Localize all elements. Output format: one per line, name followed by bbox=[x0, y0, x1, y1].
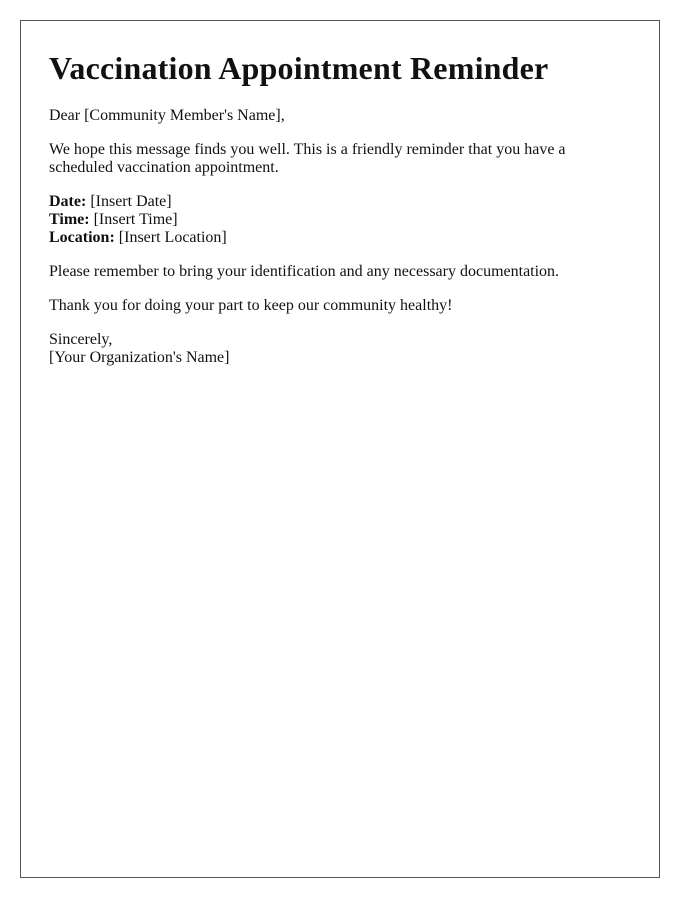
detail-date-label: Date: bbox=[49, 193, 87, 211]
letter-greeting: Dear [Community Member's Name], bbox=[49, 107, 285, 125]
detail-date bbox=[49, 193, 631, 211]
detail-time bbox=[49, 211, 631, 229]
letter-signoff: Sincerely, bbox=[49, 331, 113, 349]
detail-location-label: Location: bbox=[49, 229, 115, 247]
detail-time-value: [Insert Time] bbox=[89, 211, 178, 229]
detail-time-label: Time: bbox=[49, 211, 90, 229]
detail-date-value: [Insert Date] bbox=[86, 193, 172, 211]
appointment-details bbox=[49, 193, 631, 247]
detail-location-value: [Insert Location] bbox=[114, 229, 227, 247]
letter-intro: We hope this message finds you well. This is a friendly reminder that you have a scheduled vaccination appointment. bbox=[49, 141, 566, 177]
detail-location bbox=[49, 229, 631, 247]
letter-page bbox=[20, 20, 660, 878]
letter-signature: [Your Organization's Name] bbox=[49, 349, 230, 367]
letter-title: Vaccination Appointment Reminder bbox=[49, 50, 549, 86]
letter-closing bbox=[49, 331, 631, 367]
letter-thanks: Thank you for doing your part to keep our community healthy! bbox=[49, 297, 453, 315]
letter-reminder: Please remember to bring your identification and any necessary documentation. bbox=[49, 263, 560, 281]
